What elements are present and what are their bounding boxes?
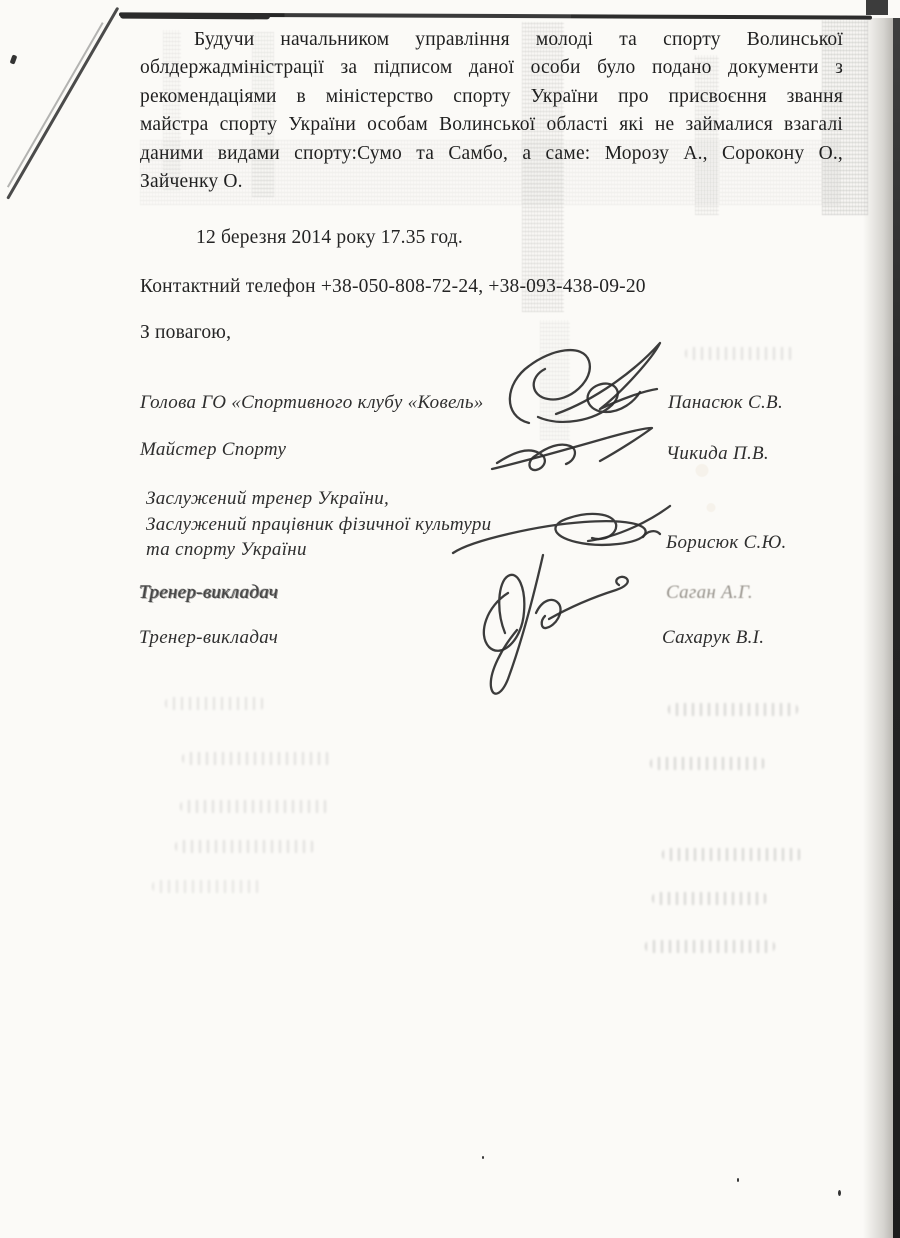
signatory-name-3: Борисюк С.Ю. [666,532,787,553]
ghost-text-fragment [668,703,798,716]
closing-salutation: З повагою, [140,322,232,343]
signatory-title-3-line: Заслужений тренер України, [146,488,390,509]
ink-speck [737,1178,739,1182]
ink-speck [838,1190,841,1196]
contact-phone-line: Контактний телефон +38-050-808-72-24, +38-093-438-09-20 [140,276,646,297]
date-line: 12 березня 2014 року 17.35 год. [196,227,463,248]
signatory-title-5: Тренер-викладач [139,627,279,648]
body-line: облдержадміністрації за підписом даної особи було подано документи з [140,57,843,79]
ghost-text-fragment [685,347,795,360]
signatory-title-3-line: Заслужений працівник фізичної культури [146,513,492,535]
ghost-text-fragment [662,848,802,861]
ghost-text-fragment [152,880,262,893]
ghost-text-fragment [650,757,765,770]
scan-corner-mark [866,0,888,15]
signatory-name-4: Саган А.Г. [666,582,753,603]
ghost-text-fragment [182,752,332,765]
signatory-title-3 [146,486,491,563]
body-paragraph [140,26,843,196]
signatory-name-5: Сахарук В.І. [662,627,765,648]
signatory-name-1: Панасюк С.В. [668,392,783,413]
ghost-text-fragment [652,892,767,905]
signatory-name-2: Чикида П.В. [666,443,769,464]
body-line: рекомендаціями в міністерство спорту України про присвоєння звання [140,85,843,107]
toner-streak [540,320,570,440]
body-line: Зайченку О. [140,171,243,193]
body-line: Будучи начальником управління молоді та спорту Волинської [194,29,843,50]
body-line: майстра спорту України особам Волинської області які не займалися взагалі [140,114,843,136]
signatory-title-3-line: та спорту України [146,539,307,560]
signatory-title-1: Голова ГО «Спортивного клубу «Ковель» [140,392,484,413]
ghost-text-fragment [165,697,265,710]
ghost-text-fragment [180,800,330,813]
scan-top-edge-dark [120,13,270,20]
ghost-text-fragment [175,840,315,853]
signatory-title-2: Майстер Спорту [140,439,287,460]
signatory-title-4: Тренер-викладач [139,582,279,603]
scan-right-edge [893,18,900,1238]
body-line: даними видами спорту:Сумо та Самбо, а саме: Морозу А., Сорокону О., [140,142,843,164]
ghost-text-fragment [645,940,775,953]
ink-speck [482,1156,484,1159]
